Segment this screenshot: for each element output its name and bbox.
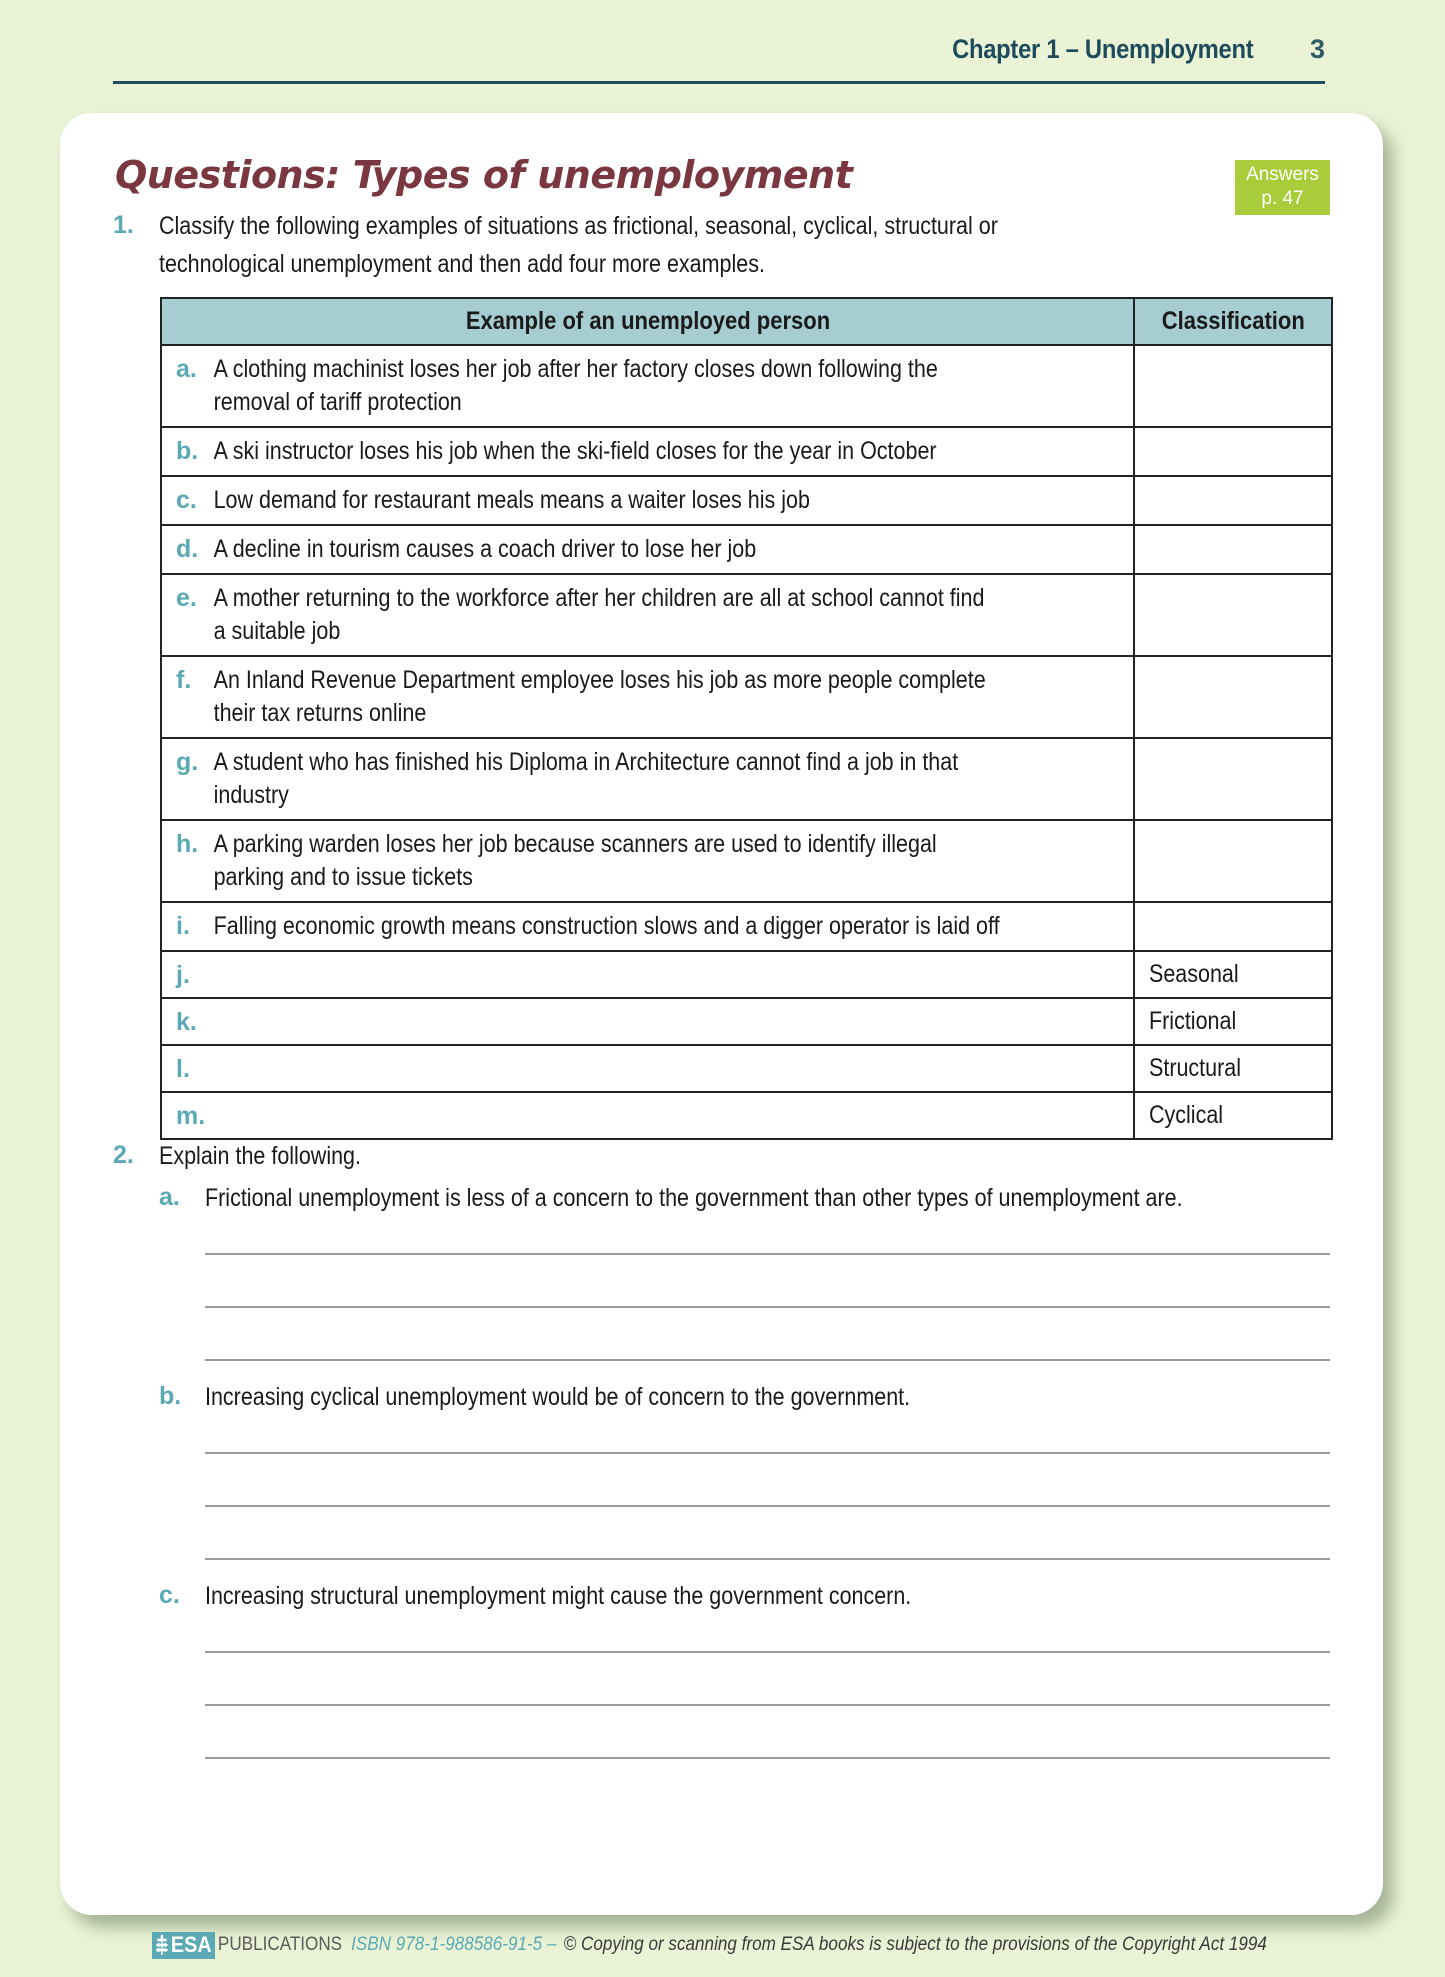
running-head — [113, 30, 1325, 84]
row-letter: c. — [176, 486, 197, 514]
example-cell — [161, 345, 1134, 427]
row-letter: e. — [176, 584, 197, 612]
column-header-example: Example of an unemployed person — [161, 298, 1134, 345]
example-text: Low demand for restaurant meals means a waiter loses his job — [213, 486, 810, 514]
part-c-letter: c. — [159, 1581, 180, 1609]
footer — [152, 1930, 1391, 1960]
answer-line[interactable] — [205, 1253, 1330, 1255]
row-letter: l. — [176, 1055, 190, 1083]
logo-text: ESA — [170, 1932, 212, 1957]
table-row — [161, 656, 1332, 738]
example-cell — [161, 656, 1134, 738]
row-letter: m. — [176, 1102, 206, 1130]
chapter-title: Chapter 1 – Unemployment — [951, 34, 1253, 64]
table-row — [161, 1045, 1332, 1092]
row-letter: a. — [176, 355, 197, 383]
row-letter: i. — [176, 912, 190, 940]
answer-line[interactable] — [205, 1704, 1330, 1706]
page-title: Questions: Types of unemployment — [115, 153, 853, 197]
example-cell — [161, 525, 1134, 574]
example-cell — [161, 427, 1134, 476]
row-letter: d. — [176, 535, 199, 563]
classification-cell: Seasonal — [1134, 951, 1332, 998]
publisher-name: PUBLICATIONS — [217, 1934, 343, 1955]
table-row — [161, 820, 1332, 902]
classification-answer-cell[interactable] — [1134, 345, 1332, 427]
table-row — [161, 427, 1332, 476]
classification-answer-cell[interactable] — [1134, 574, 1332, 656]
table-row — [161, 574, 1332, 656]
row-letter: f. — [176, 666, 192, 694]
esa-logo — [152, 1932, 215, 1959]
answer-line[interactable] — [205, 1505, 1330, 1507]
example-text: A student who has finished his Diploma in Architecture cannot find a job in that industry — [213, 748, 959, 809]
example-text: A mother returning to the workforce after her children are all at school cannot find a suitable job — [213, 584, 985, 645]
table-row — [161, 902, 1332, 951]
page-number: 3 — [1309, 34, 1325, 64]
example-answer-cell[interactable] — [161, 951, 1134, 998]
table-row — [161, 476, 1332, 525]
table-row — [161, 345, 1332, 427]
answer-line[interactable] — [205, 1757, 1330, 1759]
answer-line[interactable] — [205, 1452, 1330, 1454]
example-text: A parking warden loses her job because scanners are used to identify illegal parking and to issue tickets — [213, 830, 937, 891]
row-letter: k. — [176, 1008, 197, 1036]
table-header-row — [161, 298, 1332, 345]
classification-table — [160, 297, 1333, 1140]
answer-line[interactable] — [205, 1651, 1330, 1653]
leaf-icon — [155, 1934, 169, 1956]
example-cell — [161, 574, 1134, 656]
table-row — [161, 525, 1332, 574]
classification-answer-cell[interactable] — [1134, 525, 1332, 574]
table-row — [161, 738, 1332, 820]
example-answer-cell[interactable] — [161, 998, 1134, 1045]
question-1-text-line1: Classify the following examples of situations as frictional, seasonal, cyclical, structural or — [159, 212, 998, 240]
part-a-text: Frictional unemployment is less of a concern to the government than other types of unemployment are. — [205, 1184, 1183, 1212]
example-answer-cell[interactable] — [161, 1045, 1134, 1092]
classification-answer-cell[interactable] — [1134, 902, 1332, 951]
table-row — [161, 998, 1332, 1045]
question-2-text: Explain the following. — [159, 1142, 361, 1170]
answer-line[interactable] — [205, 1359, 1330, 1361]
isbn: ISBN 978-1-988586-91-5 – — [351, 1934, 557, 1955]
classification-cell: Structural — [1134, 1045, 1332, 1092]
part-b-text: Increasing cyclical unemployment would be of concern to the government. — [205, 1383, 911, 1411]
table-row — [161, 1092, 1332, 1139]
answer-line[interactable] — [205, 1558, 1330, 1560]
copyright-notice: © Copying or scanning from ESA books is subject to the provisions of the Copyright Act 1994 — [563, 1934, 1267, 1955]
answers-label: Answers — [1246, 164, 1319, 185]
classification-cell: Cyclical — [1134, 1092, 1332, 1139]
part-b-letter: b. — [159, 1382, 182, 1410]
example-text: A ski instructor loses his job when the ski-field closes for the year in October — [213, 437, 937, 465]
part-a-letter: a. — [159, 1183, 180, 1211]
example-answer-cell[interactable] — [161, 1092, 1134, 1139]
part-c-text: Increasing structural unemployment might cause the government concern. — [205, 1582, 912, 1610]
answers-badge — [1235, 160, 1330, 215]
row-letter: j. — [176, 961, 190, 989]
example-cell — [161, 738, 1134, 820]
example-text: A clothing machinist loses her job after her factory closes down following the removal of tariff protection — [213, 355, 938, 416]
classification-answer-cell[interactable] — [1134, 820, 1332, 902]
classification-answer-cell[interactable] — [1134, 656, 1332, 738]
classification-answer-cell[interactable] — [1134, 738, 1332, 820]
example-text: An Inland Revenue Department employee loses his job as more people complete their tax returns online — [213, 666, 986, 727]
row-letter: g. — [176, 748, 199, 776]
row-letter: h. — [176, 830, 199, 858]
column-header-classification: Classification — [1134, 298, 1332, 345]
example-cell — [161, 902, 1134, 951]
example-text: A decline in tourism causes a coach driver to lose her job — [213, 535, 757, 563]
question-1-text-line2: technological unemployment and then add four more examples. — [159, 250, 765, 278]
row-letter: b. — [176, 437, 199, 465]
example-cell — [161, 476, 1134, 525]
classification-answer-cell[interactable] — [1134, 427, 1332, 476]
example-cell — [161, 820, 1134, 902]
table-row — [161, 951, 1332, 998]
answers-page: p. 47 — [1261, 188, 1304, 209]
answer-line[interactable] — [205, 1306, 1330, 1308]
example-text: Falling economic growth means construction slows and a digger operator is laid off — [213, 912, 1000, 940]
question-1-number: 1. — [113, 211, 134, 239]
classification-answer-cell[interactable] — [1134, 476, 1332, 525]
classification-cell: Frictional — [1134, 998, 1332, 1045]
question-2-number: 2. — [113, 1141, 134, 1169]
